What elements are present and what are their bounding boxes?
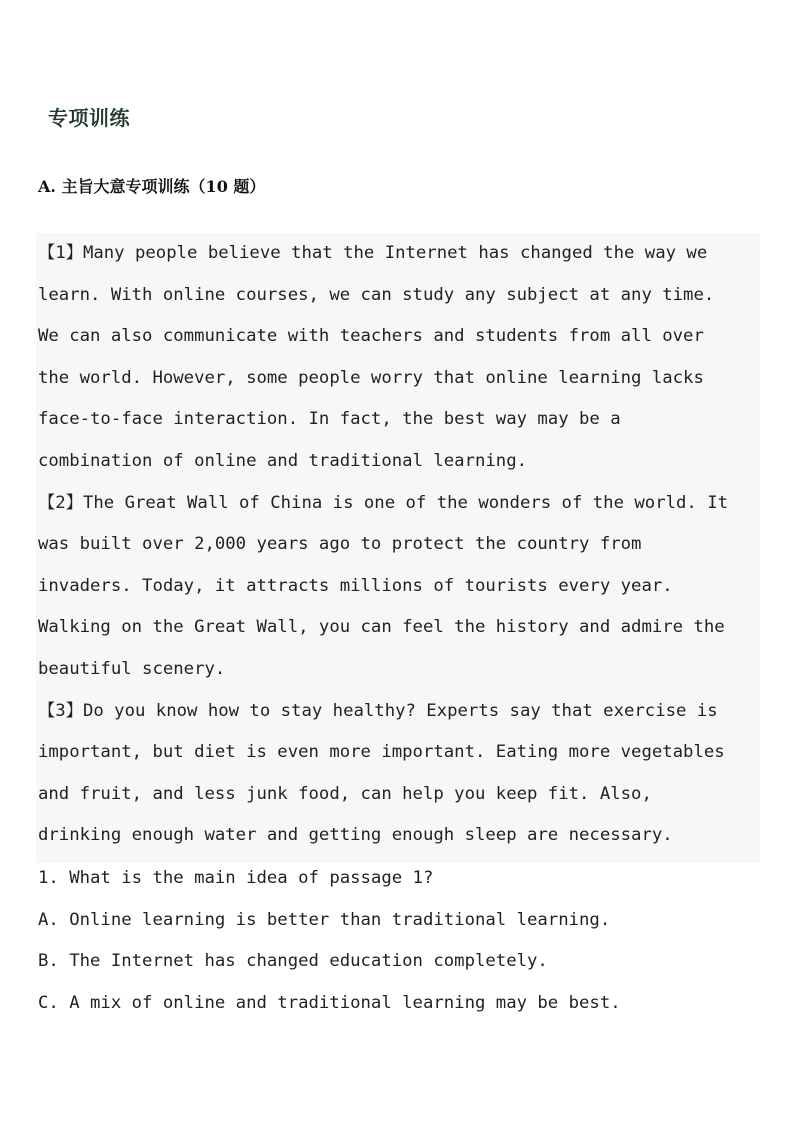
passage-line: and fruit, and less junk food, can help you keep fit. Also,	[38, 783, 652, 804]
passage-line: combination of online and traditional learning.	[38, 450, 527, 471]
passage-line: learn. With online courses, we can study any subject at any time.	[38, 284, 715, 305]
passage-line: the world. However, some people worry that online learning lacks	[38, 367, 704, 388]
passage-line: beautiful scenery.	[38, 658, 226, 679]
passage-line: drinking enough water and getting enough sleep are necessary.	[38, 825, 673, 846]
passage-line: 【1】Many people believe that the Internet has changed the way we	[38, 243, 708, 263]
option-b: B. The Internet has changed education completely.	[38, 951, 548, 972]
option-a: A. Online learning is better than traditional learning.	[38, 909, 611, 930]
passage-line: important, but diet is even more important. Eating more vegetables	[38, 742, 725, 763]
option-c: C. A mix of online and traditional learning may be best.	[38, 992, 621, 1013]
passage-line: 【3】Do you know how to stay healthy? Experts say that exercise is	[38, 700, 718, 721]
passages-block	[36, 233, 760, 863]
passage-line: We can also communicate with teachers and students from all over	[38, 326, 704, 347]
passage-line: 【2】The Great Wall of China is one of the wonders of the world. It	[38, 492, 729, 513]
section-title: A. 主旨大意专项训练（10 题）	[38, 177, 266, 196]
page-title: 专项训练	[48, 106, 130, 130]
passage-line: Walking on the Great Wall, you can feel the history and admire the	[38, 617, 725, 638]
passage-line: face-to-face interaction. In fact, the best way may be a	[38, 409, 621, 430]
passage-line: was built over 2,000 years ago to protect the country from	[38, 534, 642, 555]
question-block	[38, 858, 621, 1024]
passage-line: invaders. Today, it attracts millions of tourists every year.	[38, 575, 673, 596]
question-stem: 1. What is the main idea of passage 1?	[38, 868, 434, 888]
